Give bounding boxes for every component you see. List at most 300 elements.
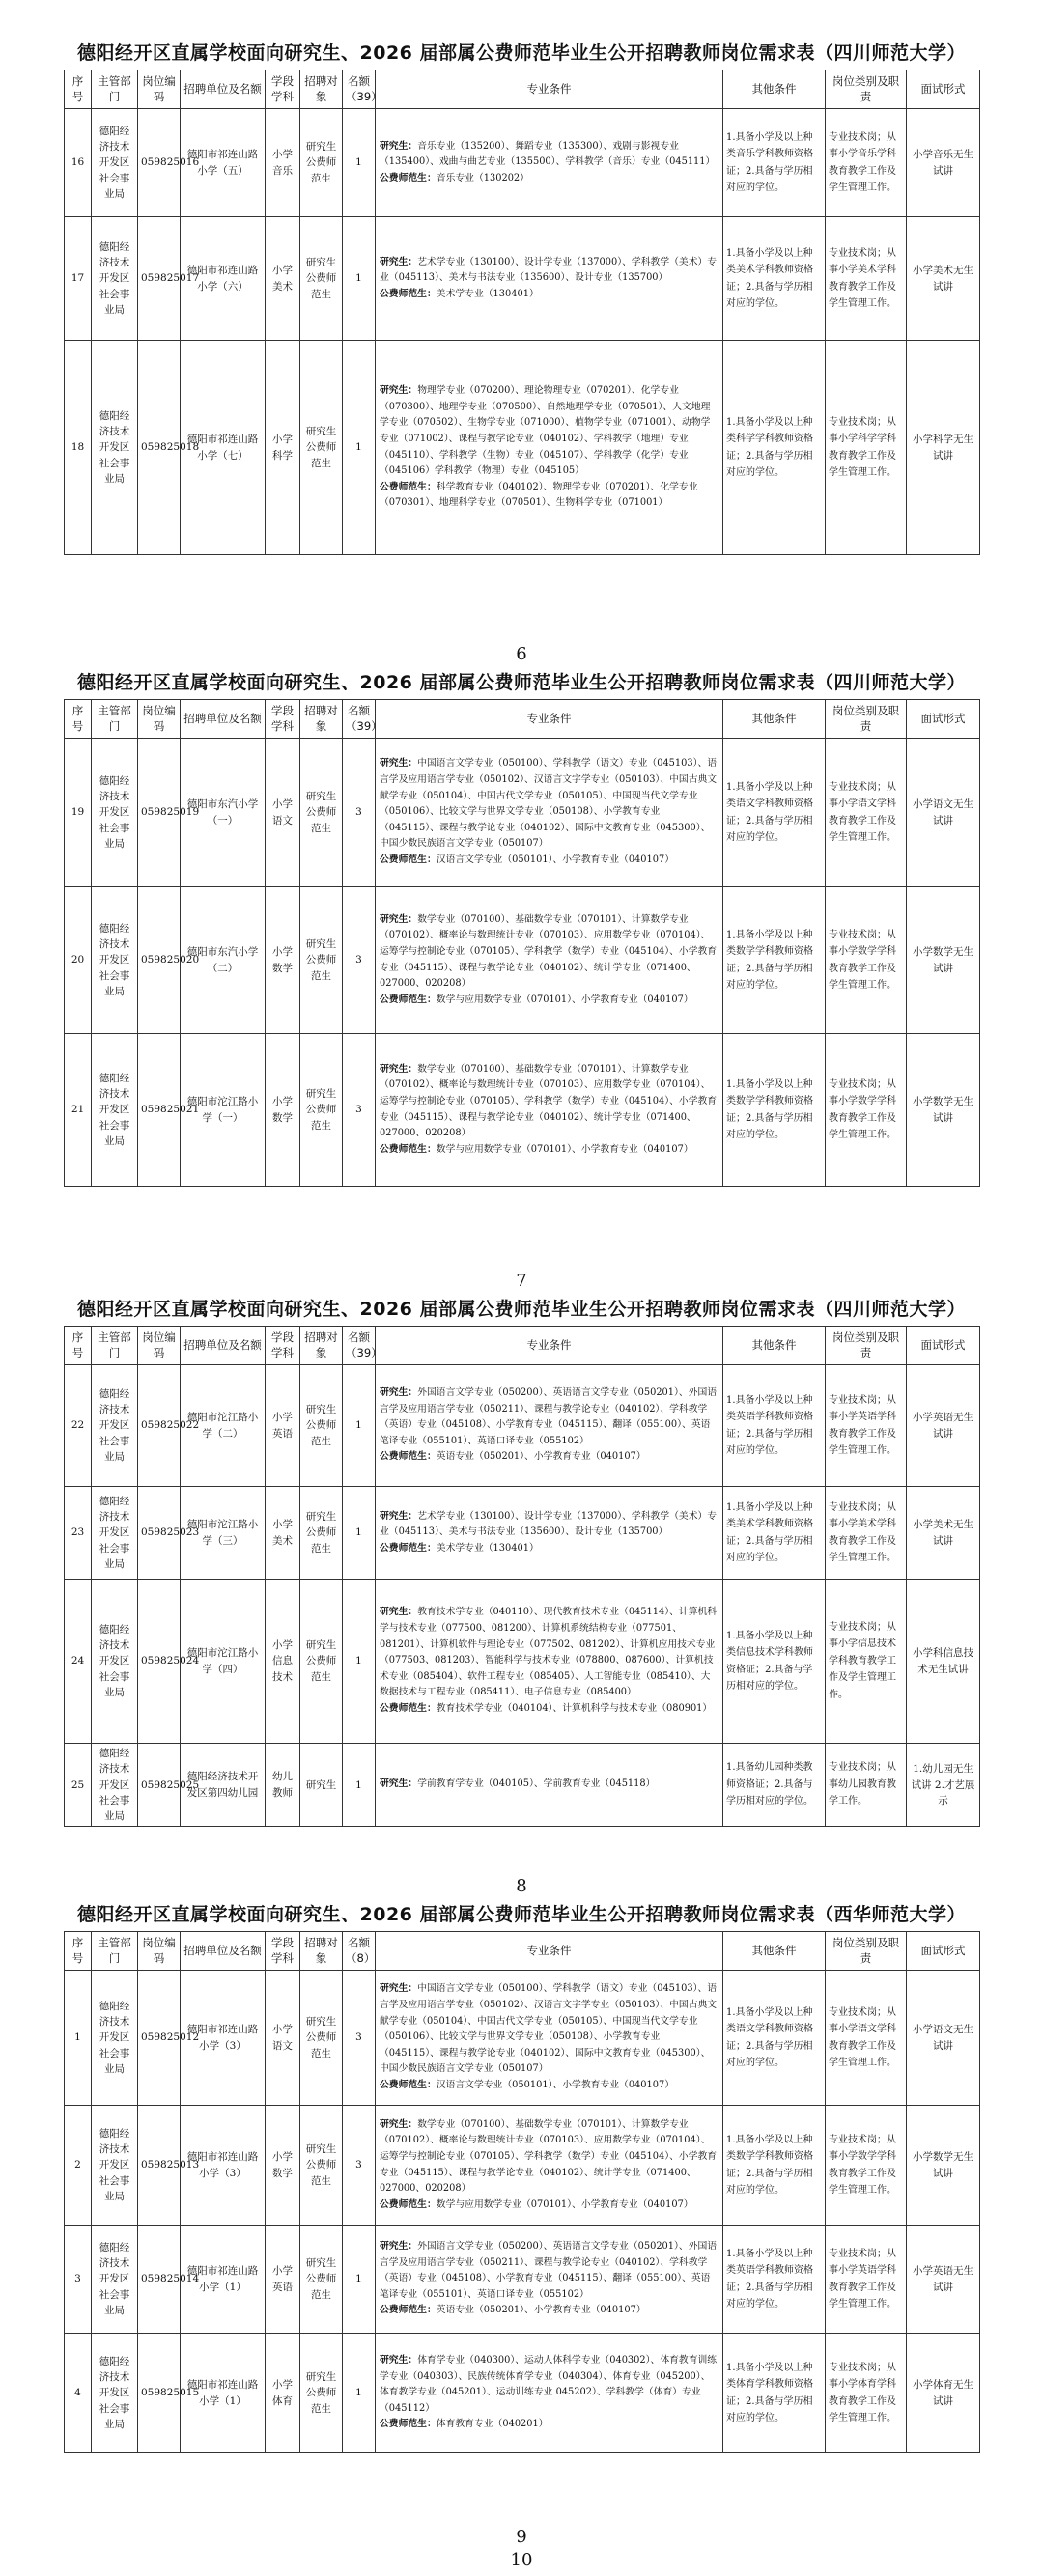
table-row	[65, 1971, 980, 2106]
column-header-seq: 序号	[65, 700, 92, 739]
cell-code: 059825013	[138, 2106, 181, 2226]
cell-code: 059825021	[138, 1034, 181, 1187]
final-page-number: 10	[510, 2550, 533, 2570]
column-header-interview: 面试形式	[907, 1327, 980, 1365]
major-text: 学前教育学专业（040105）、学前教育专业（045118）	[417, 1778, 656, 1790]
cell-code: 059825017	[138, 217, 181, 341]
major-label: 研究生：	[380, 256, 418, 267]
cell-seq: 25	[65, 1744, 92, 1827]
major-line	[380, 171, 719, 187]
table-row	[65, 2334, 980, 2453]
major-line	[380, 756, 719, 853]
cell-target: 研究生公费师范生	[300, 341, 343, 555]
cell-unit: 德阳市祁连山路小学（五）	[181, 109, 266, 217]
cell-dept: 德阳经济技术开发区社会事业局	[92, 1744, 138, 1827]
cell-code: 059825022	[138, 1365, 181, 1487]
column-header-code: 岗位编码	[138, 70, 181, 109]
major-line	[380, 1509, 719, 1541]
major-label: 研究生：	[380, 1510, 418, 1522]
column-header-target: 招聘对象	[300, 1327, 343, 1365]
major-label: 公费师范生：	[380, 1143, 437, 1155]
section-sichuan-normal-p7	[0, 666, 1043, 1187]
major-text: 科学教育专业（040102）、物理学专业（070201）、化学专业（070301）、地理科学专业（070501）、生物科学专业（071001）	[380, 481, 698, 509]
column-header-unit: 招聘单位及名额	[181, 1932, 266, 1971]
cell-target: 研究生公费师范生	[300, 739, 343, 887]
major-line	[380, 912, 719, 993]
cell-quota: 1	[343, 217, 376, 341]
column-header-category: 岗位类别及职责	[826, 1327, 907, 1365]
column-header-major: 专业条件	[376, 700, 723, 739]
column-header-quota: 名额（8）	[343, 1932, 376, 1971]
cell-interview: 小学英语无生试讲	[907, 1365, 980, 1487]
page-number: 7	[516, 1271, 527, 1291]
major-line	[380, 1981, 719, 2078]
table-title: 德阳经开区直属学校面向研究生、2026 届部属公费师范毕业生公开招聘教师岗位需求表（西华师范大学）	[77, 1904, 966, 1925]
cell-seq: 4	[65, 2334, 92, 2453]
column-header-unit: 招聘单位及名额	[181, 1327, 266, 1365]
table-row	[65, 739, 980, 887]
cell-dept: 德阳经济技术开发区社会事业局	[92, 217, 138, 341]
cell-dept: 德阳经济技术开发区社会事业局	[92, 2106, 138, 2226]
major-line	[380, 383, 719, 480]
major-line	[380, 139, 719, 171]
page-number: 8	[516, 1876, 527, 1896]
column-header-code: 岗位编码	[138, 1932, 181, 1971]
cell-dept: 德阳经济技术开发区社会事业局	[92, 1034, 138, 1187]
cell-quota: 3	[343, 1971, 376, 2106]
cell-interview: 小学体育无生试讲	[907, 2334, 980, 2453]
cell-major	[376, 1034, 723, 1187]
cell-target: 研究生公费师范生	[300, 1365, 343, 1487]
major-line	[380, 1062, 719, 1142]
cell-target: 研究生公费师范生	[300, 1971, 343, 2106]
cell-major	[376, 1580, 723, 1744]
column-header-unit: 招聘单位及名额	[181, 700, 266, 739]
column-header-category: 岗位类别及职责	[826, 70, 907, 109]
cell-unit: 德阳市祁连山路小学（1）	[181, 2334, 266, 2453]
major-label: 公费师范生：	[380, 1703, 437, 1715]
major-label: 研究生：	[380, 1983, 418, 1995]
cell-target: 研究生公费师范生	[300, 2226, 343, 2334]
cell-seq: 3	[65, 2226, 92, 2334]
cell-target: 研究生公费师范生	[300, 1487, 343, 1580]
cell-other: 1.具备幼儿园种类教师资格证；2.具备与学历相对应的学位。	[723, 1744, 826, 1827]
cell-subject: 幼儿教师	[266, 1744, 300, 1827]
major-text: 英语专业（050201）、小学教育专业（040107）	[436, 1451, 646, 1463]
major-label: 研究生：	[380, 2354, 418, 2366]
cell-code: 059825025	[138, 1744, 181, 1827]
recruitment-table	[64, 1326, 980, 1827]
major-text: 中国语言文学专业（050100）、学科教学（语文）专业（045103）、语言学及应用语言学专业（050102）、汉语言文字学专业（050103）、中国古典文献学专业（050104）、中国古代文学专业（050105）、中国现当代文学专业（050106）、比较文学与世界文学专业（050108）、小学教育专业（045115）、课程与教学论专业（040102）、国际中文教育专业（045300）、中国少数民族语言文学专业（050107）	[380, 1983, 718, 2075]
cell-seq: 18	[65, 341, 92, 555]
cell-unit: 德阳市沱江路小学（二）	[181, 1365, 266, 1487]
header-row	[65, 1327, 980, 1365]
cell-other: 1.具备小学及以上种类信息技术学科教师资格证；2.具备与学历相对应的学位。	[723, 1580, 826, 1744]
cell-seq: 23	[65, 1487, 92, 1580]
column-header-quota: 名额（39）	[343, 700, 376, 739]
cell-subject: 小学英语	[266, 1365, 300, 1487]
table-title: 德阳经开区直属学校面向研究生、2026 届部属公费师范毕业生公开招聘教师岗位需求表（四川师范大学）	[77, 1299, 966, 1320]
cell-seq: 19	[65, 739, 92, 887]
cell-other: 1.具备小学及以上种类英语学科教师资格证；2.具备与学历相对应的学位。	[723, 2226, 826, 2334]
cell-seq: 2	[65, 2106, 92, 2226]
column-header-interview: 面试形式	[907, 70, 980, 109]
major-label: 研究生：	[380, 1778, 418, 1790]
cell-seq: 24	[65, 1580, 92, 1744]
cell-interview: 小学语文无生试讲	[907, 1971, 980, 2106]
major-label: 公费师范生：	[380, 172, 437, 183]
cell-code: 059825020	[138, 887, 181, 1034]
major-line	[380, 2078, 719, 2094]
cell-category: 专业技术岗；从事小学信息技术学科教育教学工作及学生管理工作。	[826, 1580, 907, 1744]
column-header-seq: 序号	[65, 1932, 92, 1971]
major-text: 数学专业（070100）、基础数学专业（070101）、计算数学专业（070102）、概率论与数理统计专业（070103）、应用数学专业（070104）、运筹学与控制论专业（070105）、学科教学（数学）专业（045104）、小学教育专业（045115）、课程与教学论专业（040102）、统计学专业（071400、027000、020208）	[380, 913, 718, 990]
major-text: 美术学专业（130401）	[436, 1542, 539, 1554]
cell-subject: 小学数学	[266, 1034, 300, 1187]
cell-unit: 德阳市祁连山路小学（1）	[181, 2226, 266, 2334]
major-text: 教育技术学专业（040110）、现代教育技术专业（045114）、计算机科学与技术专业（077500、081200）、计算机系统结构专业（077501、081201）、计算机软件与理论专业（077502、081202）、计算机应用技术专业（077503、081203）、智能科学与技术专业（078800、087600）、计算机技术专业（085404）、软件工程专业（085405）、人工智能专业（085410）、大数据技术与工程专业（085411）、电子信息专业（085400）	[380, 1607, 718, 1698]
column-header-target: 招聘对象	[300, 70, 343, 109]
major-text: 艺术学专业（130100）、设计学专业（137000）、学科教学（美术）专业（045113）、美术与书法专业（135600）、设计专业（135700）	[380, 256, 718, 284]
major-label: 研究生：	[380, 384, 418, 396]
major-label: 研究生：	[380, 1063, 418, 1075]
cell-interview: 小学数学无生试讲	[907, 1034, 980, 1187]
major-label: 研究生：	[380, 758, 418, 770]
major-text: 物理学专业（070200）、理论物理专业（070201）、化学专业（070300）、地理学专业（070500）、自然地理学专业（070501）、人文地理学专业（070502）、生物学专业（071000）、植物学专业（071001）、动物学专业（071002）、课程与教学论专业（040102）、学科教学（地理）专业（045110）、学科教学（生物）专业（045107）、学科教学（化学）专业（045106）学科教学（物理）专业（045105）	[380, 384, 711, 477]
cell-major	[376, 109, 723, 217]
cell-category: 专业技术岗；从事小学英语学科教育教学工作及学生管理工作。	[826, 1365, 907, 1487]
major-line	[380, 2117, 719, 2198]
cell-subject: 小学语文	[266, 739, 300, 887]
column-header-code: 岗位编码	[138, 700, 181, 739]
cell-dept: 德阳经济技术开发区社会事业局	[92, 2334, 138, 2453]
cell-code: 059825024	[138, 1580, 181, 1744]
column-header-major: 专业条件	[376, 70, 723, 109]
major-label: 公费师范生：	[380, 2198, 437, 2210]
cell-subject: 小学数学	[266, 2106, 300, 2226]
column-header-major: 专业条件	[376, 1327, 723, 1365]
cell-unit: 德阳市沱江路小学（四）	[181, 1580, 266, 1744]
major-line	[380, 2303, 719, 2319]
major-label: 公费师范生：	[380, 854, 437, 866]
section-sichuan-normal-p8	[0, 1293, 1043, 1827]
major-text: 中国语言文学专业（050100）、学科教学（语文）专业（045103）、语言学及应用语言学专业（050102）、汉语言文字学专业（050103）、中国古典文献学专业（050104）、中国古代文学专业（050105）、中国现当代文学专业（050106）、比较文学与世界文学专业（050108）、小学教育专业（045115）、课程与教学论专业（040102）、国际中文教育专业（045300）、中国少数民族语言文学专业（050107）	[380, 758, 718, 850]
column-header-category: 岗位类别及职责	[826, 700, 907, 739]
major-text: 教育技术学专业（040104）、计算机科学与技术专业（080901）	[436, 1703, 713, 1715]
major-label: 公费师范生：	[380, 1542, 437, 1554]
column-header-dept: 主管部门	[92, 1327, 138, 1365]
column-header-target: 招聘对象	[300, 1932, 343, 1971]
recruitment-table	[64, 699, 980, 1187]
cell-seq: 22	[65, 1365, 92, 1487]
cell-code: 059825016	[138, 109, 181, 217]
major-text: 汉语言文学专业（050101）、小学教育专业（040107）	[436, 854, 675, 866]
cell-unit: 德阳市东汽小学（二）	[181, 887, 266, 1034]
column-header-subject: 学段学科	[266, 1327, 300, 1365]
cell-other: 1.具备小学及以上种类语文学科教师资格证；2.具备与学历相对应的学位。	[723, 739, 826, 887]
cell-dept: 德阳经济技术开发区社会事业局	[92, 2226, 138, 2334]
table-title: 德阳经开区直属学校面向研究生、2026 届部属公费师范毕业生公开招聘教师岗位需求表（四川师范大学）	[77, 42, 966, 64]
major-text: 英语专业（050201）、小学教育专业（040107）	[436, 2305, 646, 2316]
cell-quota: 1	[343, 1487, 376, 1580]
major-text: 音乐专业（135200）、舞蹈专业（135300）、戏剧与影视专业（135400）、戏曲与曲艺专业（135500）、学科教学（音乐）专业（045111）	[380, 140, 716, 168]
major-label: 研究生：	[380, 1386, 418, 1398]
cell-category: 专业技术岗；从事小学语文学科教育教学工作及学生管理工作。	[826, 1971, 907, 2106]
table-row	[65, 217, 980, 341]
column-header-subject: 学段学科	[266, 1932, 300, 1971]
major-label: 研究生：	[380, 1607, 418, 1618]
major-line	[380, 2239, 719, 2304]
cell-dept: 德阳经济技术开发区社会事业局	[92, 1971, 138, 2106]
major-text: 数学专业（070100）、基础数学专业（070101）、计算数学专业（070102）、概率论与数理统计专业（070103）、应用数学专业（070104）、运筹学与控制论专业（070105）、学科教学（数学）专业（045104）、小学教育专业（045115）、课程与教学论专业（040102）、统计学专业（071400、027000、020208）	[380, 1063, 718, 1139]
cell-quota: 1	[343, 341, 376, 555]
cell-target: 研究生公费师范生	[300, 1034, 343, 1187]
column-header-interview: 面试形式	[907, 1932, 980, 1971]
cell-subject: 小学体育	[266, 2334, 300, 2453]
cell-target: 研究生公费师范生	[300, 109, 343, 217]
cell-seq: 17	[65, 217, 92, 341]
cell-category: 专业技术岗；从事小学数学学科教育教学工作及学生管理工作。	[826, 1034, 907, 1187]
cell-code: 059825023	[138, 1487, 181, 1580]
cell-other: 1.具备小学及以上种类英语学科教师资格证；2.具备与学历相对应的学位。	[723, 1365, 826, 1487]
major-line	[380, 1142, 719, 1159]
recruitment-table	[64, 1931, 980, 2453]
major-line	[380, 993, 719, 1009]
cell-interview: 小学科信息技术无生试讲	[907, 1580, 980, 1744]
cell-dept: 德阳经济技术开发区社会事业局	[92, 1487, 138, 1580]
table-row	[65, 1365, 980, 1487]
cell-subject: 小学美术	[266, 1487, 300, 1580]
page-number: 6	[516, 644, 527, 664]
column-header-code: 岗位编码	[138, 1327, 181, 1365]
cell-other: 1.具备小学及以上种类数学学科教师资格证；2.具备与学历相对应的学位。	[723, 2106, 826, 2226]
major-text: 体育学专业（040300）、运动人体科学专业（040302）、体育教育训练学专业（040303）、民族传统体育学专业（040304）、体育专业（045200）、体育教学专业（045201）、运动训练专业 045202）、学科教学（体育）专业（045112）	[380, 2354, 718, 2414]
column-header-major: 专业条件	[376, 1932, 723, 1971]
cell-seq: 20	[65, 887, 92, 1034]
header-row	[65, 700, 980, 739]
cell-other: 1.具备小学及以上种类科学学科教师资格证；2.具备与学历相对应的学位。	[723, 341, 826, 555]
cell-unit: 德阳市祁连山路小学（3）	[181, 2106, 266, 2226]
cell-other: 1.具备小学及以上种类美术学科教师资格证；2.具备与学历相对应的学位。	[723, 217, 826, 341]
cell-quota: 1	[343, 1744, 376, 1827]
header-row	[65, 1932, 980, 1971]
cell-other: 1.具备小学及以上种类美术学科教师资格证；2.具备与学历相对应的学位。	[723, 1487, 826, 1580]
cell-major	[376, 2226, 723, 2334]
cell-major	[376, 1744, 723, 1827]
major-line	[380, 1449, 719, 1466]
cell-major	[376, 2334, 723, 2453]
column-header-other: 其他条件	[723, 700, 826, 739]
major-label: 公费师范生：	[380, 481, 437, 492]
cell-quota: 1	[343, 1580, 376, 1744]
major-line	[380, 853, 719, 869]
major-text: 数学与应用数学专业（070101）、小学教育专业（040107）	[436, 994, 693, 1005]
cell-dept: 德阳经济技术开发区社会事业局	[92, 109, 138, 217]
major-line	[380, 1777, 719, 1793]
major-text: 外国语言文学专业（050200）、英语语言文学专业（050201）、外国语言学及应用语言学专业（050211）、课程与教学论专业（040102）、学科教学（英语）专业（045108）、小学教育专业（045115）、翻译（055100）、英语笔译专业（055101）、英语口译专业（055102）	[380, 1386, 718, 1446]
cell-unit: 德阳市祁连山路小学（六）	[181, 217, 266, 341]
cell-interview: 小学数学无生试讲	[907, 887, 980, 1034]
cell-subject: 小学数学	[266, 887, 300, 1034]
major-line	[380, 1701, 719, 1718]
cell-quota: 1	[343, 2226, 376, 2334]
major-label: 公费师范生：	[380, 2305, 437, 2316]
table-row	[65, 341, 980, 555]
major-line	[380, 255, 719, 287]
cell-quota: 3	[343, 1034, 376, 1187]
major-text: 数学专业（070100）、基础数学专业（070101）、计算数学专业（070102）、概率论与数理统计专业（070103）、应用数学专业（070104）、运筹学与控制论专业（070105）、学科教学（数学）专业（045104）、小学教育专业（045115）、课程与教学论专业（040102）、统计学专业（071400、027000、020208）	[380, 2118, 718, 2195]
cell-unit: 德阳市祁连山路小学（七）	[181, 341, 266, 555]
cell-code: 059825019	[138, 739, 181, 887]
major-text: 数学与应用数学专业（070101）、小学教育专业（040107）	[436, 2198, 693, 2210]
cell-quota: 3	[343, 887, 376, 1034]
cell-category: 专业技术岗；从事小学美术学科教育教学工作及学生管理工作。	[826, 217, 907, 341]
cell-dept: 德阳经济技术开发区社会事业局	[92, 739, 138, 887]
major-text: 数学与应用数学专业（070101）、小学教育专业（040107）	[436, 1143, 693, 1155]
major-label: 公费师范生：	[380, 288, 437, 299]
column-header-subject: 学段学科	[266, 70, 300, 109]
section-sichuan-normal-p6	[0, 37, 1043, 555]
cell-dept: 德阳经济技术开发区社会事业局	[92, 887, 138, 1034]
column-header-quota: 名额（39）	[343, 70, 376, 109]
cell-major	[376, 1365, 723, 1487]
cell-code: 059825015	[138, 2334, 181, 2453]
major-text: 音乐专业（130202）	[436, 172, 529, 183]
cell-major	[376, 217, 723, 341]
column-header-other: 其他条件	[723, 1327, 826, 1365]
cell-major	[376, 887, 723, 1034]
column-header-quota: 名额（39）	[343, 1327, 376, 1365]
table-title: 德阳经开区直属学校面向研究生、2026 届部属公费师范毕业生公开招聘教师岗位需求表（四川师范大学）	[77, 672, 966, 693]
table-row	[65, 1034, 980, 1187]
cell-category: 专业技术岗；从事小学数学学科教育教学工作及学生管理工作。	[826, 2106, 907, 2226]
major-line	[380, 1386, 719, 1450]
cell-major	[376, 2106, 723, 2226]
cell-category: 专业技术岗；从事小学体育学科教育教学工作及学生管理工作。	[826, 2334, 907, 2453]
column-header-seq: 序号	[65, 1327, 92, 1365]
column-header-target: 招聘对象	[300, 700, 343, 739]
cell-major	[376, 1487, 723, 1580]
cell-interview: 小学音乐无生试讲	[907, 109, 980, 217]
major-label: 公费师范生：	[380, 2080, 437, 2091]
cell-subject: 小学语文	[266, 1971, 300, 2106]
column-header-unit: 招聘单位及名额	[181, 70, 266, 109]
cell-interview: 小学科学无生试讲	[907, 341, 980, 555]
cell-target: 研究生公费师范生	[300, 1580, 343, 1744]
major-label: 公费师范生：	[380, 1451, 437, 1463]
cell-interview: 小学数学无生试讲	[907, 2106, 980, 2226]
cell-category: 专业技术岗；从事小学语文学科教育教学工作及学生管理工作。	[826, 739, 907, 887]
major-label: 公费师范生：	[380, 994, 437, 1005]
major-label: 研究生：	[380, 140, 418, 152]
cell-code: 059825018	[138, 341, 181, 555]
cell-unit: 德阳市沱江路小学（三）	[181, 1487, 266, 1580]
cell-interview: 小学语文无生试讲	[907, 739, 980, 887]
cell-subject: 小学美术	[266, 217, 300, 341]
major-label: 研究生：	[380, 2240, 418, 2252]
cell-quota: 1	[343, 2334, 376, 2453]
column-header-seq: 序号	[65, 70, 92, 109]
major-text: 美术学专业（130401）	[436, 288, 539, 299]
cell-quota: 1	[343, 109, 376, 217]
column-header-dept: 主管部门	[92, 1932, 138, 1971]
cell-dept: 德阳经济技术开发区社会事业局	[92, 341, 138, 555]
major-line	[380, 1605, 719, 1701]
major-line	[380, 2417, 719, 2433]
column-header-interview: 面试形式	[907, 700, 980, 739]
column-header-category: 岗位类别及职责	[826, 1932, 907, 1971]
cell-dept: 德阳经济技术开发区社会事业局	[92, 1580, 138, 1744]
major-line	[380, 2353, 719, 2418]
major-label: 公费师范生：	[380, 2419, 437, 2430]
section-xihua-normal-p9	[0, 1898, 1043, 2453]
cell-seq: 1	[65, 1971, 92, 2106]
cell-subject: 小学音乐	[266, 109, 300, 217]
table-row	[65, 2226, 980, 2334]
cell-unit: 德阳经济技术开发区第四幼儿园	[181, 1744, 266, 1827]
cell-category: 专业技术岗；从事小学美术学科教育教学工作及学生管理工作。	[826, 1487, 907, 1580]
cell-subject: 小学信息技术	[266, 1580, 300, 1744]
table-row	[65, 1487, 980, 1580]
column-header-other: 其他条件	[723, 70, 826, 109]
cell-category: 专业技术岗；从事幼儿园教育教学工作。	[826, 1744, 907, 1827]
cell-target: 研究生公费师范生	[300, 2334, 343, 2453]
major-line	[380, 1541, 719, 1557]
cell-other: 1.具备小学及以上种类体育学科教师资格证；2.具备与学历相对应的学位。	[723, 2334, 826, 2453]
cell-code: 059825014	[138, 2226, 181, 2334]
cell-interview: 1.幼儿园无生试讲 2.才艺展示	[907, 1744, 980, 1827]
cell-other: 1.具备小学及以上种类数学学科教师资格证；2.具备与学历相对应的学位。	[723, 887, 826, 1034]
header-row	[65, 70, 980, 109]
cell-interview: 小学美术无生试讲	[907, 217, 980, 341]
cell-category: 专业技术岗；从事小学科学学科教育教学工作及学生管理工作。	[826, 341, 907, 555]
major-label: 研究生：	[380, 913, 418, 925]
column-header-dept: 主管部门	[92, 70, 138, 109]
cell-unit: 德阳市祁连山路小学（3）	[181, 1971, 266, 2106]
cell-interview: 小学英语无生试讲	[907, 2226, 980, 2334]
cell-target: 研究生公费师范生	[300, 887, 343, 1034]
major-text: 艺术学专业（130100）、设计学专业（137000）、学科教学（美术）专业（045113）、美术与书法专业（135600）、设计专业（135700）	[380, 1510, 718, 1538]
cell-code: 059825012	[138, 1971, 181, 2106]
column-header-other: 其他条件	[723, 1932, 826, 1971]
cell-unit: 德阳市东汽小学（一）	[181, 739, 266, 887]
recruitment-table	[64, 70, 980, 555]
cell-category: 专业技术岗；从事小学数学学科教育教学工作及学生管理工作。	[826, 887, 907, 1034]
cell-subject: 小学英语	[266, 2226, 300, 2334]
cell-seq: 16	[65, 109, 92, 217]
cell-quota: 3	[343, 739, 376, 887]
cell-category: 专业技术岗；从事小学英语学科教育教学工作及学生管理工作。	[826, 2226, 907, 2334]
cell-target: 研究生公费师范生	[300, 2106, 343, 2226]
cell-dept: 德阳经济技术开发区社会事业局	[92, 1365, 138, 1487]
page-number: 9	[516, 2527, 527, 2547]
cell-other: 1.具备小学及以上种类语文学科教师资格证；2.具备与学历相对应的学位。	[723, 1971, 826, 2106]
cell-target: 研究生公费师范生	[300, 217, 343, 341]
major-line	[380, 480, 719, 512]
major-text: 体育教育专业（040201）	[436, 2419, 549, 2430]
cell-interview: 小学美术无生试讲	[907, 1487, 980, 1580]
major-label: 研究生：	[380, 2118, 418, 2130]
cell-other: 1.具备小学及以上种类音乐学科教师资格证；2.具备与学历相对应的学位。	[723, 109, 826, 217]
cell-target: 研究生	[300, 1744, 343, 1827]
table-row	[65, 1580, 980, 1744]
cell-quota: 1	[343, 1365, 376, 1487]
major-line	[380, 2198, 719, 2214]
table-row	[65, 109, 980, 217]
column-header-dept: 主管部门	[92, 700, 138, 739]
cell-other: 1.具备小学及以上种类数学学科教师资格证；2.具备与学历相对应的学位。	[723, 1034, 826, 1187]
table-row	[65, 887, 980, 1034]
